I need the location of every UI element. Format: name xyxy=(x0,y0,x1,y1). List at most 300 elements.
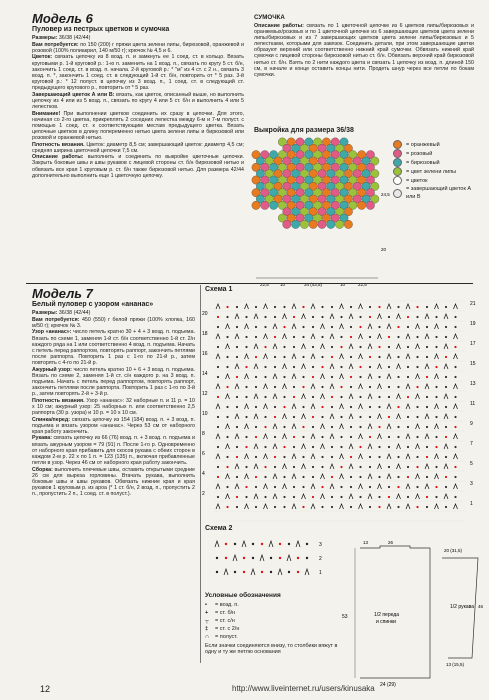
scheme1-stitch-mark xyxy=(302,314,306,319)
scheme1-chain-mark xyxy=(388,396,390,398)
scheme1-chain-mark xyxy=(454,326,456,328)
scheme1-stitch-mark xyxy=(406,454,410,459)
scheme1-chain-mark xyxy=(407,316,409,318)
scheme1-stitch-mark xyxy=(368,374,372,379)
scheme1-stitch-mark xyxy=(340,424,344,429)
scheme1-chain-mark xyxy=(340,486,342,488)
scheme1-chain-mark xyxy=(397,356,399,358)
scheme1-chain-mark xyxy=(340,336,342,338)
scheme1-chain-mark xyxy=(445,406,447,408)
scheme1-chain-mark xyxy=(255,306,257,308)
scheme1-stitch-mark xyxy=(444,394,448,399)
scheme1-stitch-mark xyxy=(264,454,268,459)
scheme1-stitch-mark xyxy=(425,484,429,489)
scheme1-chain-mark xyxy=(359,376,361,378)
scheme1-chain-mark xyxy=(426,376,428,378)
scheme1-chain-mark xyxy=(359,446,361,448)
scheme1-chain-mark xyxy=(416,306,418,308)
scheme1-chain-mark xyxy=(416,356,418,358)
scheme1-chain-mark xyxy=(340,386,342,388)
scheme1-chain-mark xyxy=(226,356,228,358)
scheme1-stitch-mark xyxy=(387,304,391,309)
scheme1-stitch-mark xyxy=(425,384,429,389)
scheme1-chain-mark xyxy=(340,316,342,318)
scheme1-stitch-mark xyxy=(406,484,410,489)
scheme1-stitch-mark xyxy=(235,334,239,339)
scheme1-chain-mark xyxy=(435,386,437,388)
model7-paragraph xyxy=(32,317,195,329)
bag-paragraph-text: связать по 1 цветочной цепочке из 6 цветков липы/бирюзовых и оранжевых/розовых и по 1 цветочной цепочке из 6 завершающих цветков цвета зелени липы/бирюзовых и из 7 завершающих цветков цвета зелени липы/бирюзовых и 5 лепестками, которыми для завязок. Соединить детали, при этом завершающие цветки образуют верхний или соответственно нижний край сумочки. Обвязать нижний край сумочки с лицевой стороны бирюзовой нитью ст. б/н. Обвязать верхний край бирюзовой нитью ст. б/н. Взять по 2 нити каждого цвета и связать 1 цепочку из возд. п. длиной 150 см, в начале и конце оставить концы нити. Продеть шнур через все петли по бокам сумочки. xyxy=(254,23,475,78)
scheme1-stitch-mark xyxy=(416,474,420,479)
model6-paragraph xyxy=(32,142,244,154)
scheme1-chain-mark xyxy=(350,386,352,388)
scheme1-stitch-mark xyxy=(273,444,277,449)
symbols-list xyxy=(205,601,345,641)
scheme1-chain-mark xyxy=(388,436,390,438)
sleeve-dim-height: 46 xyxy=(478,604,484,609)
scheme1-chain-mark xyxy=(350,476,352,478)
scheme1-row-number: 13 xyxy=(470,381,476,387)
scheme1-stitch-mark xyxy=(226,344,230,349)
scheme1-stitch-mark xyxy=(349,494,353,499)
scheme1-stitch-mark xyxy=(406,334,410,339)
scheme1-stitch-mark xyxy=(264,354,268,359)
symbol-item xyxy=(205,625,345,633)
scheme1-chain-mark xyxy=(454,416,456,418)
scheme1-stitch-mark xyxy=(302,414,306,419)
scheme1-stitch-mark xyxy=(378,384,382,389)
scheme1-chain-mark xyxy=(331,326,333,328)
scheme1-chain-mark xyxy=(426,506,428,508)
scheme1-chain-mark xyxy=(274,466,276,468)
scheme1-stitch-mark xyxy=(226,444,230,449)
scheme1-chain-mark xyxy=(340,436,342,438)
scheme2-stitch-mark xyxy=(224,569,228,575)
scheme1-stitch-mark xyxy=(368,424,372,429)
scheme1-chain-mark xyxy=(340,366,342,368)
scheme1-stitch-mark xyxy=(397,444,401,449)
model6-paragraph-label: Плотность вязания. xyxy=(32,141,85,148)
scheme1-chain-mark xyxy=(369,406,371,408)
scheme1-stitch-mark xyxy=(406,504,410,509)
bag-dim-1: 22,5 xyxy=(260,282,269,287)
scheme1-chain-mark xyxy=(454,496,456,498)
scheme1-chain-mark xyxy=(312,316,314,318)
scheme1-chain-mark xyxy=(312,396,314,398)
scheme1-row-number-left: 4 xyxy=(202,471,205,477)
scheme1-chain-mark xyxy=(245,316,247,318)
scheme1-chain-mark xyxy=(217,376,219,378)
scheme1-stitch-mark xyxy=(254,394,258,399)
scheme1-chain-mark xyxy=(217,496,219,498)
scheme2-stitch-mark xyxy=(242,541,246,547)
scheme1-chain-mark xyxy=(236,496,238,498)
scheme2-stitch-mark xyxy=(233,555,237,561)
scheme1-chain-mark xyxy=(321,436,323,438)
scheme1-stitch-mark xyxy=(321,444,325,449)
scheme2-chain-mark xyxy=(270,571,272,573)
scheme1-chain-mark xyxy=(236,446,238,448)
scheme1-chain-mark xyxy=(283,426,285,428)
scheme1-stitch-mark xyxy=(311,384,315,389)
scheme1-chain-mark xyxy=(283,456,285,458)
scheme1-chain-mark xyxy=(321,336,323,338)
scheme1-stitch-mark xyxy=(311,304,315,309)
scheme1-chain-mark xyxy=(293,396,295,398)
scheme1-chain-mark xyxy=(264,376,266,378)
scheme1-chain-mark xyxy=(435,466,437,468)
scheme1-stitch-mark xyxy=(435,504,439,509)
scheme1-stitch-mark xyxy=(264,434,268,439)
scheme1-title: Схема 1 xyxy=(205,286,233,293)
scheme1-chain-mark xyxy=(445,506,447,508)
scheme1-chain-mark xyxy=(245,346,247,348)
scheme1-row-number-left: 20 xyxy=(202,311,208,317)
scheme1-stitch-mark xyxy=(378,464,382,469)
bag-flower-mark xyxy=(283,220,291,228)
scheme1-chain-mark xyxy=(416,316,418,318)
scheme1-chain-mark xyxy=(407,326,409,328)
scheme1-stitch-mark xyxy=(216,384,220,389)
scheme1-stitch-mark xyxy=(235,364,239,369)
scheme1-chain-mark xyxy=(226,486,228,488)
scheme1-stitch-mark xyxy=(359,504,363,509)
scheme1-chain-mark xyxy=(274,506,276,508)
model6-paragraph-label: Цветок: xyxy=(32,54,53,61)
scheme1-chain-mark xyxy=(255,356,257,358)
scheme1-chain-mark xyxy=(274,336,276,338)
scheme1-stitch-mark xyxy=(321,424,325,429)
scheme1-chain-mark xyxy=(350,376,352,378)
scheme1-stitch-mark xyxy=(292,404,296,409)
scheme1-chain-mark xyxy=(302,456,304,458)
model6-text xyxy=(32,12,244,179)
scheme1-stitch-mark xyxy=(245,504,249,509)
scheme1-chain-mark xyxy=(226,466,228,468)
scheme1-chain-mark xyxy=(255,336,257,338)
scheme1-stitch-mark xyxy=(245,374,249,379)
scheme1-stitch-mark xyxy=(311,484,315,489)
scheme1-chain-mark xyxy=(255,456,257,458)
scheme1-chain-mark xyxy=(226,316,228,318)
scheme1-chain-mark xyxy=(340,496,342,498)
scheme1-chain-mark xyxy=(397,456,399,458)
scheme1-chain-mark xyxy=(331,476,333,478)
scheme1-chain-mark xyxy=(283,346,285,348)
scheme1-row-number-left: 2 xyxy=(202,491,205,497)
scheme1-chain-mark xyxy=(378,326,380,328)
symbol-label: = полуст. xyxy=(215,634,238,640)
scheme1-stitch-mark xyxy=(435,324,439,329)
scheme1-chain-mark xyxy=(283,476,285,478)
scheme1-stitch-mark xyxy=(302,344,306,349)
scheme1-stitch-mark xyxy=(330,314,334,319)
scheme1-chain-mark xyxy=(302,406,304,408)
scheme1-chain-mark xyxy=(350,506,352,508)
scheme2-row-number: 1 xyxy=(319,570,322,576)
scheme1-stitch-mark xyxy=(321,474,325,479)
bag-flower-mark xyxy=(366,201,374,209)
scheme1-chain-mark xyxy=(416,466,418,468)
scheme1-stitch-mark xyxy=(435,454,439,459)
scheme1-stitch-mark xyxy=(311,454,315,459)
model7-paragraph-label: Ажурный узор: xyxy=(32,366,72,373)
scheme1-chain-mark xyxy=(331,396,333,398)
scheme1-chain-mark xyxy=(293,386,295,388)
scheme1-stitch-mark xyxy=(340,454,344,459)
scheme1-chain-mark xyxy=(274,416,276,418)
scheme1-chain-mark xyxy=(255,386,257,388)
scheme2-chain-mark xyxy=(297,571,299,573)
scheme1-chain-mark xyxy=(407,396,409,398)
scheme1-chain-mark xyxy=(283,306,285,308)
sleeve-dim-top: 20 (31,5) xyxy=(444,548,463,553)
scheme1-chain-mark xyxy=(359,366,361,368)
scheme1-chain-mark xyxy=(293,446,295,448)
scheme1-chain-mark xyxy=(350,426,352,428)
scheme1-chain-mark xyxy=(245,486,247,488)
scheme1-stitch-mark xyxy=(283,414,287,419)
scheme1-chain-mark xyxy=(274,436,276,438)
scheme1-chain-mark xyxy=(283,326,285,328)
scheme1-stitch-mark xyxy=(340,374,344,379)
scheme1-row-number: 7 xyxy=(470,441,473,447)
scheme1-stitch-mark xyxy=(397,494,401,499)
bag-flower-mark xyxy=(357,201,365,209)
scheme2-row-number: 2 xyxy=(319,556,322,562)
scheme1-chain-mark xyxy=(245,436,247,438)
scheme1-chain-mark xyxy=(350,356,352,358)
symbol-label: = ст. с/н xyxy=(215,618,235,624)
scheme1-stitch-mark xyxy=(245,354,249,359)
model6-paragraph-text: вязать, как цветок, описанный выше, но выполнить цепочку из 4 или из 5 возд. п., связать по кругу 4 или 5 ст. б/н и выполнить 4 или 5 лепестков. xyxy=(32,91,244,110)
scheme1-chain-mark xyxy=(245,386,247,388)
scheme1-chain-mark xyxy=(454,366,456,368)
scheme1-chain-mark xyxy=(407,426,409,428)
legend-item xyxy=(393,176,479,185)
scheme1-stitch-mark xyxy=(273,494,277,499)
scheme1-stitch-mark xyxy=(321,494,325,499)
scheme1-stitch-mark xyxy=(349,344,353,349)
bag-dim-4: 10 xyxy=(340,282,346,287)
scheme1-stitch-mark xyxy=(444,464,448,469)
scheme1-chain-mark xyxy=(331,506,333,508)
scheme1-chain-mark xyxy=(331,356,333,358)
scheme1-row-number: 19 xyxy=(470,321,476,327)
scheme1-chain-mark xyxy=(312,496,314,498)
scheme1-chain-mark xyxy=(426,426,428,428)
scheme1-chain-mark xyxy=(264,416,266,418)
scheme1-chain-mark xyxy=(226,306,228,308)
bag-flower-mark xyxy=(252,201,260,209)
front-dim-shoulder: 13 xyxy=(363,540,369,545)
scheme1-stitch-mark xyxy=(273,474,277,479)
legend-item xyxy=(393,167,479,176)
scheme1-chain-mark xyxy=(321,456,323,458)
scheme1-stitch-mark xyxy=(226,494,230,499)
model6-paragraph xyxy=(32,154,244,178)
scheme1-chain-mark xyxy=(407,416,409,418)
scheme1-chain-mark xyxy=(388,446,390,448)
scheme1-row-number-left: 16 xyxy=(202,351,208,357)
scheme1-stitch-mark xyxy=(264,384,268,389)
scheme1-chain-mark xyxy=(426,496,428,498)
scheme1-chain-mark xyxy=(369,316,371,318)
legend-swatch xyxy=(393,149,402,158)
scheme1-stitch-mark xyxy=(340,474,344,479)
scheme2-chain-mark xyxy=(216,557,218,559)
scheme1-chain-mark xyxy=(245,396,247,398)
scheme2-stitch-mark xyxy=(296,541,300,547)
scheme1-chain-mark xyxy=(312,476,314,478)
scheme1-stitch-mark xyxy=(283,434,287,439)
scheme1-chain-mark xyxy=(378,356,380,358)
scheme1-stitch-mark xyxy=(216,404,220,409)
bag-dim-6: 24,5 xyxy=(381,192,390,197)
scheme1-stitch-mark xyxy=(235,314,239,319)
scheme1-chain-mark xyxy=(274,366,276,368)
legend-label: = цвет зелени липы xyxy=(406,168,457,175)
scheme1-row-number: 21 xyxy=(470,301,476,307)
scheme1-chain-mark xyxy=(226,416,228,418)
scheme1-stitch-mark xyxy=(349,444,353,449)
scheme1-chain-mark xyxy=(217,426,219,428)
bag-dim-3: 34 (43,5) xyxy=(304,282,323,287)
scheme1-stitch-mark xyxy=(425,414,429,419)
scheme1-stitch-mark xyxy=(444,314,448,319)
scheme1-chain-mark xyxy=(226,506,228,508)
scheme1-chain-mark xyxy=(217,446,219,448)
scheme1-stitch-mark xyxy=(321,394,325,399)
scheme1-row-number-left: 14 xyxy=(202,371,208,377)
scheme1-chain-mark xyxy=(293,486,295,488)
scheme1-chain-mark xyxy=(378,506,380,508)
model7-paragraph-label: Размеры: xyxy=(32,310,58,316)
scheme1-stitch-mark xyxy=(340,404,344,409)
scheme1-stitch-mark xyxy=(264,304,268,309)
bag-pattern-chart xyxy=(250,136,390,288)
scheme1-row-number-left: 8 xyxy=(202,431,205,437)
scheme1-chain-mark xyxy=(236,426,238,428)
scheme1-chain-mark xyxy=(255,506,257,508)
scheme1-stitch-mark xyxy=(235,434,239,439)
scheme1-stitch-mark xyxy=(425,464,429,469)
front-dim-width: 24 (29) xyxy=(380,682,396,688)
scheme1-stitch-mark xyxy=(245,324,249,329)
scheme1-stitch-mark xyxy=(425,334,429,339)
scheme1-stitch-mark xyxy=(406,434,410,439)
scheme1-chain-mark xyxy=(236,396,238,398)
scheme1-chain-mark xyxy=(397,376,399,378)
scheme1-stitch-mark xyxy=(368,324,372,329)
scheme1-chain-mark xyxy=(340,396,342,398)
scheme1-chain-mark xyxy=(426,306,428,308)
sleeve-dim-bottom: 13 (15,5) xyxy=(446,662,465,667)
scheme1-stitch-mark xyxy=(245,304,249,309)
scheme1-row-number: 9 xyxy=(470,421,473,427)
scheme1-chain-mark xyxy=(331,306,333,308)
scheme1-stitch-mark xyxy=(330,414,334,419)
scheme1-chain-mark xyxy=(397,426,399,428)
model6-paragraph-label: Завершающий цветок А или В: xyxy=(32,91,115,98)
model6-paragraph xyxy=(32,42,244,54)
scheme1-chain-mark xyxy=(445,306,447,308)
scheme1-row-number-left: 18 xyxy=(202,331,208,337)
scheme1-stitch-mark xyxy=(292,304,296,309)
scheme1-chain-mark xyxy=(274,486,276,488)
scheme1-stitch-mark xyxy=(283,314,287,319)
model7-paragraph-label: Спинка/перед: xyxy=(32,416,71,423)
scheme1-stitch-mark xyxy=(235,464,239,469)
scheme1-chain-mark xyxy=(302,376,304,378)
scheme2-chart xyxy=(205,534,335,584)
scheme1-stitch-mark xyxy=(359,404,363,409)
scheme1-stitch-mark xyxy=(416,494,420,499)
bag-pattern-title: Выкройка для размера 36/38 xyxy=(254,127,354,134)
scheme1-chain-mark xyxy=(407,446,409,448)
scheme1-chain-mark xyxy=(217,346,219,348)
scheme1-chain-mark xyxy=(245,466,247,468)
scheme1-stitch-mark xyxy=(302,364,306,369)
scheme1-chain-mark xyxy=(378,396,380,398)
scheme1-chain-mark xyxy=(255,406,257,408)
scheme2-chain-mark xyxy=(225,543,227,545)
footer-url: http://www.liveinternet.ru/users/kinusaka xyxy=(232,684,375,693)
scheme1-chain-mark xyxy=(359,466,361,468)
scheme1-stitch-mark xyxy=(406,354,410,359)
scheme1-stitch-mark xyxy=(216,304,220,309)
scheme1-stitch-mark xyxy=(425,434,429,439)
scheme1-chain-mark xyxy=(236,456,238,458)
scheme1-chain-mark xyxy=(416,366,418,368)
scheme1-chain-mark xyxy=(445,386,447,388)
scheme1-chain-mark xyxy=(454,346,456,348)
scheme1-chain-mark xyxy=(264,326,266,328)
scheme1-stitch-mark xyxy=(292,454,296,459)
model7-paragraph-text: число петель кратно 30 + 4 + 3 возд. п. подъема. Вязать по схеме 1, заменяя 1-й ст. б/н соответственно 1-й ст. 2/н каждого ряда на 1 или соответственно 4 возд. п. подъема. Начать с петель перед раппортом, повторять раппорт, закончить петлями после раппорта. Повторить 1 раз с 1-го по 21-й р., затем повторять с 4-го по 21-й р. xyxy=(32,329,195,366)
scheme1-stitch-mark xyxy=(349,464,353,469)
scheme1-chain-mark xyxy=(312,326,314,328)
scheme2-chain-mark xyxy=(279,557,281,559)
scheme1-stitch-mark xyxy=(216,334,220,339)
scheme1-row-number: 15 xyxy=(470,361,476,367)
scheme1-chain-mark xyxy=(359,396,361,398)
scheme1-chain-mark xyxy=(388,316,390,318)
symbol-glyph: ‡ xyxy=(205,626,209,632)
scheme1-stitch-mark xyxy=(292,504,296,509)
scheme1-stitch-mark xyxy=(311,504,315,509)
scheme1-chain-mark xyxy=(454,446,456,448)
scheme1-stitch-mark xyxy=(416,394,420,399)
model7-paragraph xyxy=(32,417,195,435)
scheme1-stitch-mark xyxy=(321,344,325,349)
scheme1-chain-mark xyxy=(331,446,333,448)
legend-swatch xyxy=(393,189,402,198)
scheme1-stitch-mark xyxy=(292,354,296,359)
symbol-label: = ст. с 2/н xyxy=(215,626,240,632)
scheme2-row-number: 3 xyxy=(319,542,322,548)
scheme1-row-number: 3 xyxy=(470,481,473,487)
scheme1-stitch-mark xyxy=(216,434,220,439)
scheme1-stitch-mark xyxy=(397,364,401,369)
scheme1-stitch-mark xyxy=(387,424,391,429)
model6-paragraph xyxy=(32,54,244,91)
scheme1-chain-mark xyxy=(236,326,238,328)
scheme1-chain-mark xyxy=(264,346,266,348)
scheme1-chain-mark xyxy=(378,496,380,498)
scheme1-chain-mark xyxy=(369,386,371,388)
scheme1-chain-mark xyxy=(331,406,333,408)
